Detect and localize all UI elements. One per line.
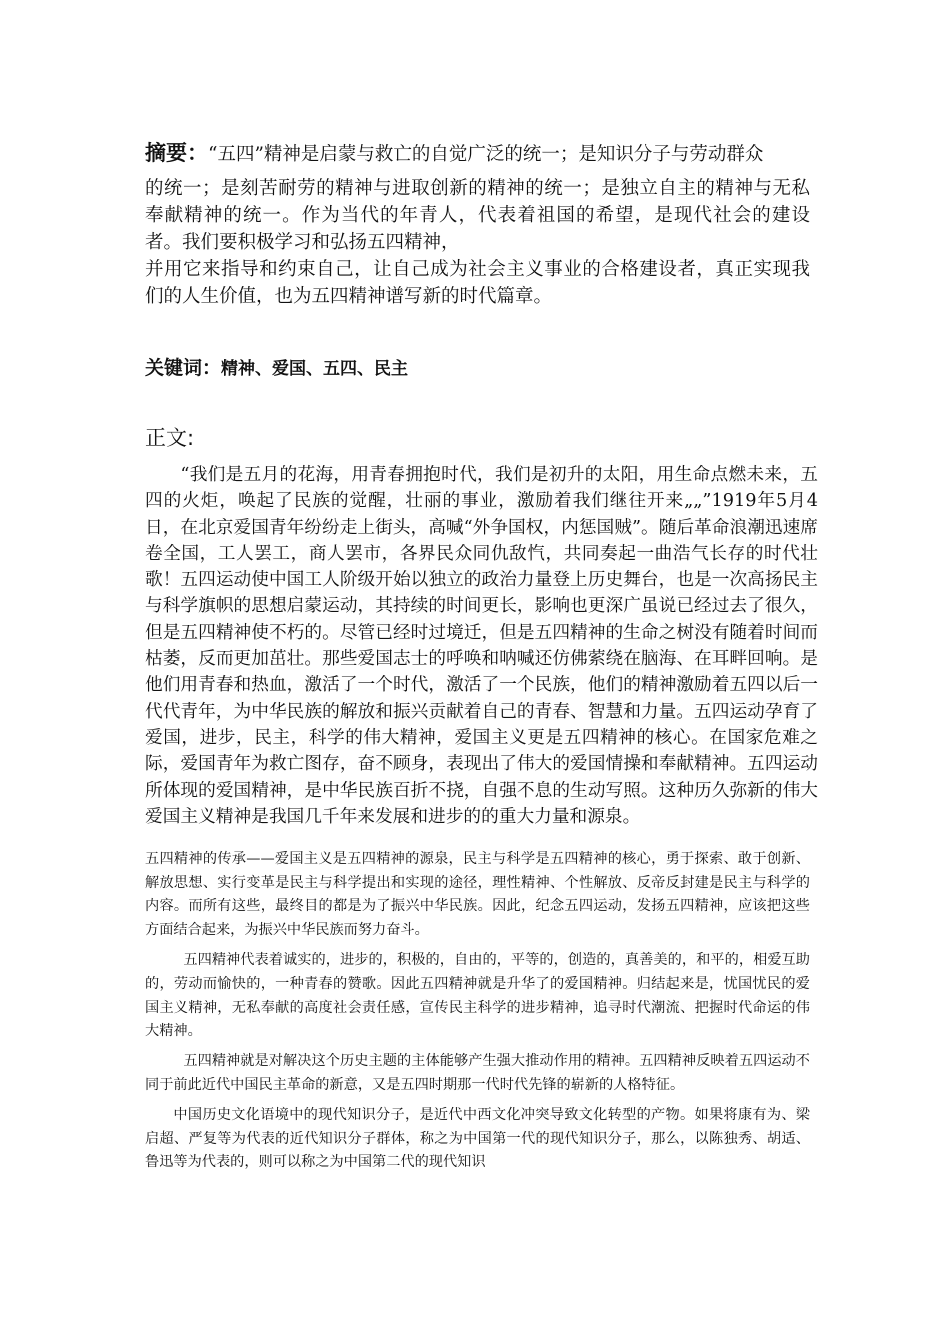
abstract-first-line-text: “五四”精神是启蒙与救亡的自觉广泛的统一；是知识分子与劳动群众 <box>208 144 764 165</box>
main-paragraph-4: 五四精神就是对解决这个历史主题的主体能够产生强大推动作用的精神。五四精神反映着五四运动不同于前此近代中国民主革命的新意，又是五四时期那一代时代先锋的崭新的人格特征。 <box>145 1053 810 1094</box>
main-paragraph-3: 五四精神代表着诚实的，进步的，积极的，自由的，平等的，创造的，真善美的，和平的，相爱互助的，劳动而愉快的，一种青春的赞歌。因此五四精神就是升华了的爱国精神。归结起来是，忧国忧民的爱国主义精神，无私奉献的高度社会责任感，宣传民主科学的进步精神，追寻时代潮流、把握时代命运的伟大精神。 <box>145 952 810 1040</box>
keywords-value: 精神、爱国、五四、民主 <box>221 359 409 379</box>
document-page <box>145 0 818 1175</box>
keywords-line <box>145 353 810 380</box>
keywords-label: 关键词： <box>145 357 222 379</box>
abstract-label: 摘要： <box>145 141 208 165</box>
main-paragraph-1: “我们是五月的花海，用青春拥抱时代，我们是初升的太阳，用生命点燃未来，五四的火炬，唤起了民族的觉醒，壮丽的事业，激励着我们继往开来„„”1919年5月4日，在北京爱国青年纷纷走上街头，高喊“外争国权，内惩国贼”。随后革命浪潮迅速席卷全国，工人罢工，商人罢市，各界民众同仇敌忾，共同奏起一曲浩气长存的时代壮歌！五四运动使中国工人阶级开始以独立的政治力量登上历史舞台，也是一次高扬民主与科学旗帜的思想启蒙运动，其持续的时间更长，影响也更深广虽说已经过去了很久，但是五四精神使不朽的。尽管已经时过境迁，但是五四精神的生命之树没有随着时间而枯萎，反而更加茁壮。那些爱国志士的呼唤和呐喊还仿佛萦绕在脑海、在耳畔回响。是他们用青春和热血，激活了一个时代，激活了一个民族，他们的精神激励着五四以后一代代青年，为中华民族的解放和振兴贡献着自己的青春、智慧和力量。五四运动孕育了爱国，进步，民主，科学的伟大精神，爱国主义更是五四精神的核心。在国家危难之际，爱国青年为救亡图存，奋不顾身，表现出了伟大的爱国情操和奉献精神。五四运动所体现的爱国精神，是中华民族百折不挠，自强不息的生动写照。这种历久弥新的伟大爱国主义精神是我国几千年来发展和进步的的重大力量和源泉。 <box>145 465 818 827</box>
main-paragraph-5: 中国历史文化语境中的现代知识分子，是近代中西文化冲突导致文化转型的产物。如果将康有为、梁启超、严复等为代表的近代知识分子群体，称之为中国第一代的现代知识分子，那么，以陈独秀、胡适、鲁迅等为代表的，则可以称之为中国第二代的现代知识 <box>145 1106 810 1171</box>
main-text-heading: 正文: <box>145 426 195 450</box>
abstract-body: 的统一；是刻苦耐劳的精神与进取创新的精神的统一；是独立自主的精神与无私奉献精神的统一。作为当代的年青人，代表着祖国的希望，是现代社会的建设者。我们要积极学习和弘扬五四精神， <box>145 178 810 253</box>
abstract-first-line <box>145 138 810 170</box>
abstract-continuation: 并用它来指导和约束自己，让自己成为社会主义事业的合格建设者，真正实现我们的人生价值，也为五四精神谱写新的时代篇章。 <box>145 259 810 307</box>
main-paragraph-2: 五四精神的传承——爱国主义是五四精神的源泉，民主与科学是五四精神的核心，勇于探索、敢于创新、解放思想、实行变革是民主与科学提出和实现的途径，理性精神、个性解放、反帝反封建是民主与科学的内容。而所有这些，最终目的都是为了振兴中华民族。因此，纪念五四运动，发扬五四精神，应该把这些方面结合起来，为振兴中华民族而努力奋斗。 <box>145 850 810 939</box>
abstract-section <box>145 138 810 310</box>
